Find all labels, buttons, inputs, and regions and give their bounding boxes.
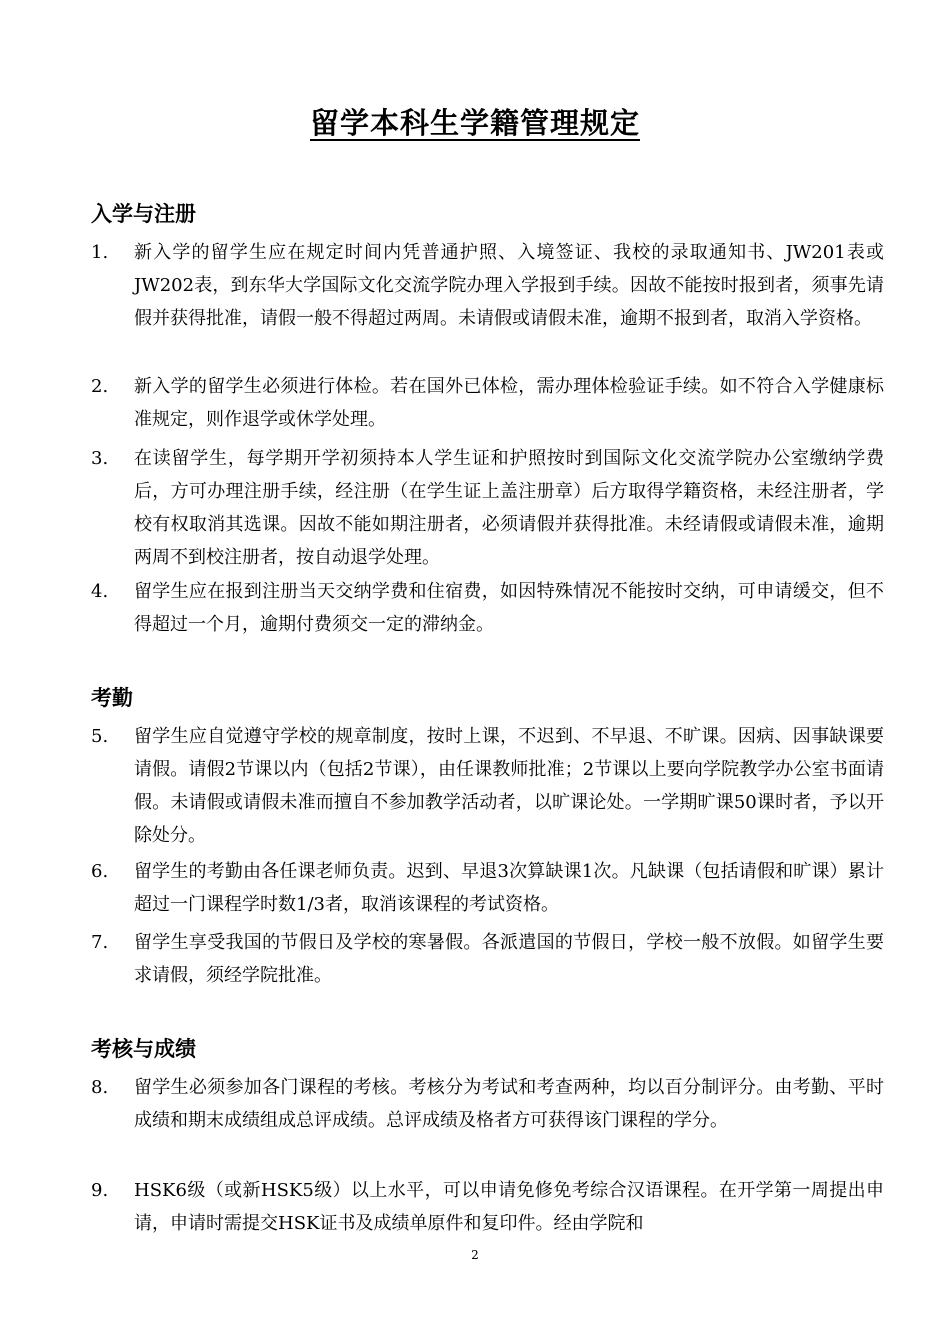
item-text: 留学生的考勤由各任课老师负责。迟到、早退3次算缺课1次。凡缺课（包括请假和旷课）累计超过一门课程学时数1/3者，取消该课程的考试资格。 bbox=[134, 861, 884, 915]
item-number: 8. bbox=[91, 1077, 109, 1098]
document-title bbox=[0, 103, 950, 143]
section-heading-assessment: 考核与成绩 bbox=[91, 1037, 196, 1061]
item-text: 留学生应在报到注册当天交纳学费和住宿费，如因特殊情况不能按时交纳，可申请缓交，但不得超过一个月，逾期付费须交一定的滞纳金。 bbox=[134, 581, 884, 635]
item-number: 7. bbox=[91, 932, 109, 953]
item-text: 留学生享受我国的节假日及学校的寒暑假。各派遣国的节假日，学校一般不放假。如留学生要求请假，须经学院批准。 bbox=[134, 932, 884, 986]
section-heading-enrollment: 入学与注册 bbox=[91, 202, 196, 226]
item-text: 留学生应自觉遵守学校的规章制度，按时上课，不迟到、不早退、不旷课。因病、因事缺课要请假。请假2节课以内（包括2节课），由任课教师批准；2节课以上要向学院教学办公室书面请假。未请假或请假未准而擅自不参加教学活动者，以旷课论处。一学期旷课50课时者，予以开除处分。 bbox=[134, 726, 884, 846]
item-number: 5. bbox=[91, 726, 109, 747]
item-text: 新入学的留学生必须进行体检。若在国外已体检，需办理体检验证手续。如不符合入学健康标准规定，则作退学或休学处理。 bbox=[134, 376, 884, 430]
item-number: 3. bbox=[91, 448, 109, 469]
section-heading-attendance: 考勤 bbox=[91, 686, 133, 710]
item-text: 在读留学生，每学期开学初须持本人学生证和护照按时到国际文化交流学院办公室缴纳学费后，方可办理注册手续，经注册（在学生证上盖注册章）后方取得学籍资格，未经注册者，学校有权取消其选课。因故不能如期注册者，必须请假并获得批准。未经请假或请假未准，逾期两周不到校注册者，按自动退学处理。 bbox=[134, 448, 884, 568]
item-text: HSK6级（或新HSK5级）以上水平，可以申请免修免考综合汉语课程。在开学第一周提出申请，申请时需提交HSK证书及成绩单原件和复印件。经由学院和 bbox=[134, 1180, 884, 1234]
item-text: 新入学的留学生应在规定时间内凭普通护照、入境签证、我校的录取通知书、JW201表或JW202表，到东华大学国际文化交流学院办理入学报到手续。因故不能按时报到者，须事先请假并获得批准，请假一般不得超过两周。未请假或请假未准，逾期不报到者，取消入学资格。 bbox=[134, 242, 884, 329]
item-text: 留学生必须参加各门课程的考核。考核分为考试和考查两种，均以百分制评分。由考勤、平时成绩和期末成绩组成总评成绩。总评成绩及格者方可获得该门课程的学分。 bbox=[134, 1077, 884, 1131]
item-number: 9. bbox=[91, 1180, 109, 1201]
item-number: 2. bbox=[91, 376, 109, 397]
item-number: 6. bbox=[91, 861, 109, 882]
document-title-text: 留学本科生学籍管理规定 bbox=[309, 106, 640, 140]
item-number: 4. bbox=[91, 581, 109, 602]
item-number: 1. bbox=[91, 242, 109, 263]
page-number: 2 bbox=[471, 1248, 479, 1262]
